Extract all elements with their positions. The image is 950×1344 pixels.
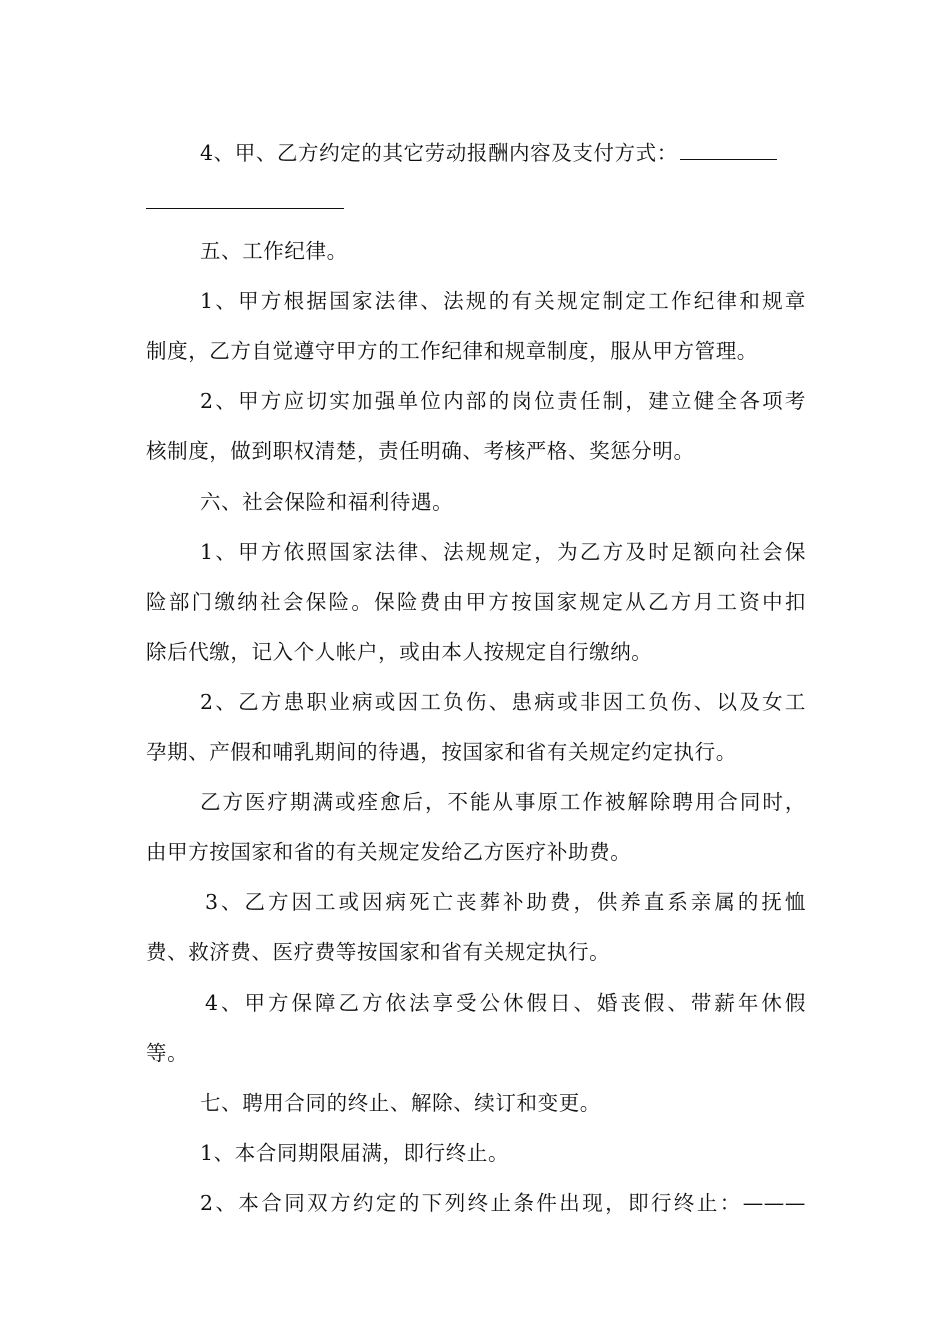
paragraph-line: 由甲方按国家和省的有关规定发给乙方医疗补助费。 (146, 840, 632, 864)
paragraph-line: 1、本合同期限届满，即行终止。 (200, 1141, 510, 1165)
paragraph-line: 乙方医疗期满或痊愈后，不能从事原工作被解除聘用合同时， (200, 790, 806, 814)
paragraph-line: 核制度，做到职权清楚，责任明确、考核严格、奖惩分明。 (146, 439, 695, 463)
paragraph-line: 险部门缴纳社会保险。保险费由甲方按国家规定从乙方月工资中扣 (146, 590, 806, 614)
fill-in-blank (680, 141, 777, 160)
paragraph-line: 2、本合同双方约定的下列终止条件出现，即行终止：——— (200, 1191, 806, 1215)
paragraph-line: 除后代缴，记入个人帐户，或由本人按规定自行缴纳。 (146, 640, 653, 664)
paragraph-line: 1、甲方根据国家法律、法规的有关规定制定工作纪律和规章 (200, 289, 806, 313)
section-heading-work-discipline: 五、工作纪律。 (200, 239, 348, 263)
section-heading-social-insurance: 六、社会保险和福利待遇。 (200, 490, 454, 514)
paragraph-line: 1、甲方依照国家法律、法规规定，为乙方及时足额向社会保 (200, 540, 806, 564)
paragraph-line: 2、甲方应切实加强单位内部的岗位责任制，建立健全各项考 (200, 389, 806, 413)
paragraph-line: 2、乙方患职业病或因工负伤、患病或非因工负伤、以及女工 (200, 690, 806, 714)
paragraph-line: 4、甲方保障乙方依法享受公休假日、婚丧假、带薪年休假 (205, 991, 806, 1015)
clause-4-payment-method (200, 139, 806, 167)
paragraph-line: 等。 (146, 1041, 189, 1065)
paragraph-line: 孕期、产假和哺乳期间的待遇，按国家和省有关规定约定执行。 (146, 740, 737, 764)
paragraph-line: 费、救济费、医疗费等按国家和省有关规定执行。 (146, 940, 611, 964)
paragraph-line: 3、乙方因工或因病死亡丧葬补助费，供养直系亲属的抚恤 (205, 890, 806, 914)
paragraph-line: 制度，乙方自觉遵守甲方的工作纪律和规章制度，服从甲方管理。 (146, 339, 758, 363)
clause-4-text: 4、甲、乙方约定的其它劳动报酬内容及支付方式： (200, 141, 678, 165)
fill-in-blank-continued (146, 208, 344, 209)
section-heading-contract-termination: 七、聘用合同的终止、解除、续订和变更。 (200, 1091, 601, 1115)
